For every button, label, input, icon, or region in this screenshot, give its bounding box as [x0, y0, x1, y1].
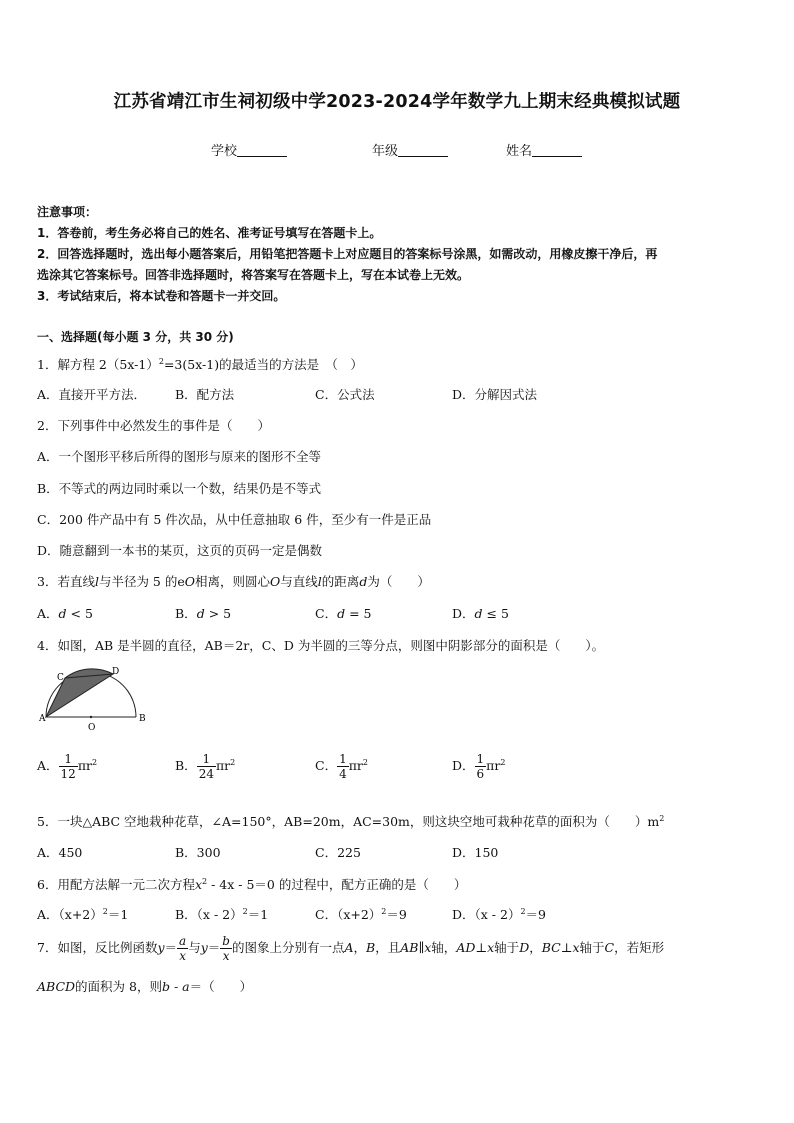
question-2-stem: 2．下列事件中必然发生的事件是（ ）	[37, 418, 270, 433]
q6-option-b[interactable]: B．（x - 2）$^2$＝1	[175, 906, 269, 922]
name-label: 姓名	[506, 144, 533, 159]
label-o: O	[88, 723, 96, 733]
question-7-line-2: ABCD的面积为 8，则b - a＝（ ）	[37, 979, 253, 994]
q3-option-a[interactable]: A．d < 5	[37, 606, 93, 621]
q6-option-c[interactable]: C．$(x+2)^2=9$	[315, 906, 407, 922]
question-1-stem: 1．解方程 $2(5x-1)^2=3(5x-1)$的最适当的方法是 （ ）	[37, 356, 363, 372]
label-c: C	[57, 673, 64, 683]
q4-option-a[interactable]: A． $\frac{1}{12}$ $\pi r^2$	[37, 752, 98, 781]
q5-option-c[interactable]: C．225	[315, 845, 361, 860]
q4-option-c[interactable]: C． $\frac{1}{4}$ $\pi r^2$	[315, 752, 369, 781]
name-blank[interactable]	[532, 143, 582, 157]
school-blank[interactable]	[237, 143, 287, 157]
q4-option-d[interactable]: D． $\frac{1}{6}$ $\pi r^2$	[452, 752, 506, 781]
name-field[interactable]	[506, 140, 582, 159]
label-a: A	[39, 714, 46, 724]
notice-item: 1．答卷前，考生务必将自己的姓名、准考证号填写在答题卡上。	[37, 226, 382, 240]
q2-option-b[interactable]: B．不等式的两边同时乘以一个数，结果仍是不等式	[37, 481, 322, 496]
question-5-stem: 5．一块△ABC 空地栽种花草，∠A=150°，AB=20m，AC=30m，则这块空地可栽种花草的面积为（ ）$m^2$	[37, 813, 665, 829]
q3-option-b[interactable]: B．d > 5	[175, 606, 232, 621]
question-6-stem: 6．用配方法解一元二次方程$x^2 - 4x - 5=0$ 的过程中，配方正确的是（ ）	[37, 876, 467, 892]
grade-field[interactable]	[372, 140, 448, 159]
school-field[interactable]	[211, 140, 287, 159]
notice-heading: 注意事项：	[37, 205, 98, 219]
grade-blank[interactable]	[398, 143, 448, 157]
notice-item: 选涂其它答案标号。回答非选择题时，将答案写在答题卡上，写在本试卷上无效。	[37, 268, 470, 282]
q2-option-a[interactable]: A．一个图形平移后所得的图形与原来的图形不全等	[37, 449, 322, 464]
label-d: D	[112, 667, 120, 677]
label-b: B	[139, 714, 146, 724]
q6-option-d[interactable]: D．（x - 2）$^2$＝9	[452, 906, 546, 922]
q2-option-c[interactable]: C．200 件产品中有 5 件次品，从中任意抽取 6 件，至少有一件是正品	[37, 512, 432, 527]
q5-option-a[interactable]: A．450	[37, 845, 83, 860]
q1-option-d[interactable]: D．分解因式法	[452, 387, 538, 402]
q6-option-a[interactable]: A．$(x+2)^2=1$	[37, 906, 129, 922]
question-4-stem: 4．如图，AB 是半圆的直径，AB＝2r，C、D 为半圆的三等分点，则图中阴影部分的面积是（ ）。	[37, 638, 605, 653]
semicircle-figure	[36, 664, 156, 734]
q1-option-b[interactable]: B．配方法	[175, 387, 235, 402]
q1-option-c[interactable]: C．公式法	[315, 387, 375, 402]
section-heading: 一、选择题(每小题 3 分，共 30 分)	[37, 330, 234, 344]
notice-item: 3．考试结束后，将本试卷和答题卡一并交回。	[37, 289, 286, 303]
q3-option-c[interactable]: C．d = 5	[315, 606, 372, 621]
question-7-stem: 7．如图，反比例函数y＝ $\frac{a}{x}$ 与y＝ $\frac{b}{x}$ 的图象上分别有一点A，B，且AB∥x轴，AD⊥x轴于D，BC⊥x轴于C，若矩形	[37, 934, 665, 963]
q5-option-d[interactable]: D．150	[452, 845, 499, 860]
q4-option-b[interactable]: B． $\frac{1}{24}$ $\pi r^2$	[175, 752, 236, 781]
question-3-stem: 3．若直线l与半径为 5 的eO相离，则圆心O与直线l的距离d为（ ）	[37, 574, 430, 589]
school-label: 学校	[211, 144, 238, 159]
q3-option-d[interactable]: D．d ≤ 5	[452, 606, 509, 621]
q2-option-d[interactable]: D．随意翻到一本书的某页，这页的页码一定是偶数	[37, 543, 323, 558]
q1-option-a[interactable]: A．直接开平方法．	[37, 387, 147, 402]
center-point	[90, 716, 92, 718]
notice-item: 2．回答选择题时，选出每小题答案后，用铅笔把答题卡上对应题目的答案标号涂黑，如需改动，用橡皮擦干净后，再	[37, 247, 658, 261]
q5-option-b[interactable]: B．300	[175, 845, 221, 860]
page-title: 江苏省靖江市生祠初级中学2023-2024学年数学九上期末经典模拟试题	[113, 92, 681, 112]
grade-label: 年级	[372, 144, 399, 159]
